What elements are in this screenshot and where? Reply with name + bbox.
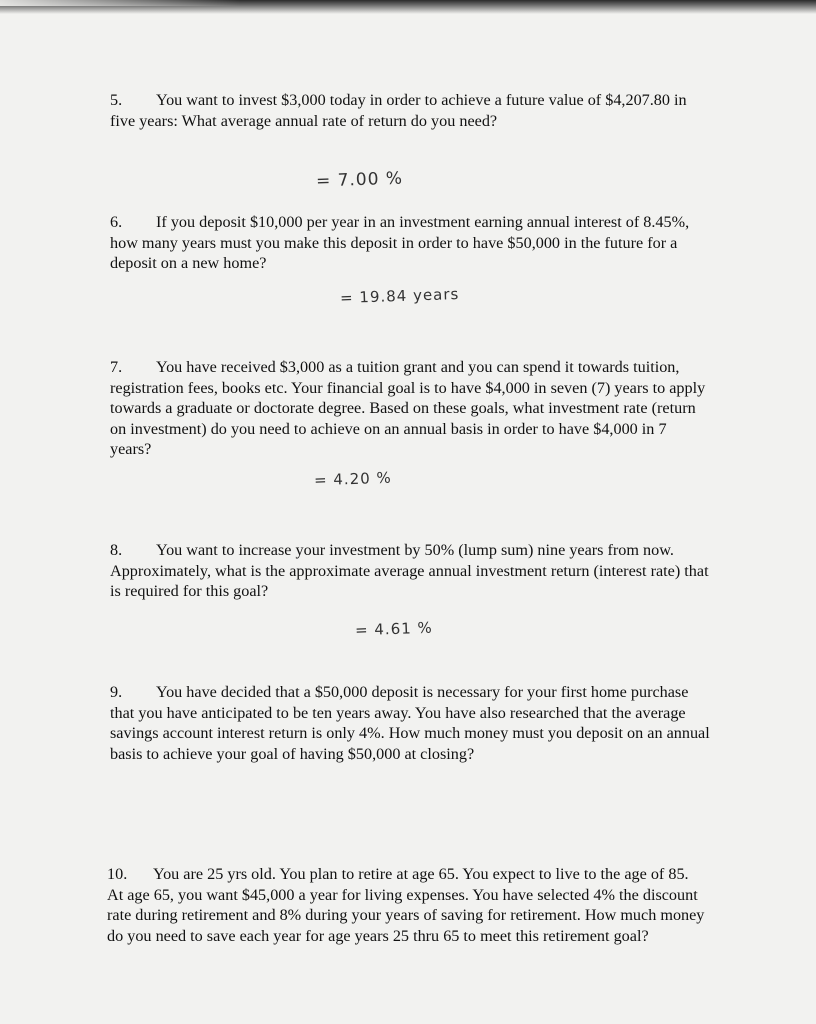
question-text: You have decided that a $50,000 deposit is necessary for your first home purchase that you have anticipated to be ten years away. You have also researched that the average savings account interest return is only 4%. How much money must you deposit on an annual basis to achieve your goal of having $50,000 at closing?	[110, 683, 710, 763]
question-9	[110, 682, 710, 764]
question-10	[107, 864, 707, 946]
question-number: 5.	[110, 91, 123, 109]
question-text: You want to increase your investment by 50% (lump sum) nine years from now. Approximately, what is the approximate average annual investment return (interest rate) that is required for this goal?	[110, 541, 709, 600]
question-7	[110, 357, 710, 460]
question-text: You want to invest $3,000 today in order to achieve a future value of $4,207.80 in five years: What average annual rate of return do you need?	[110, 91, 687, 130]
handwritten-answer-7: = 4.20 %	[313, 468, 393, 490]
question-number: 8.	[110, 541, 123, 559]
question-8	[110, 540, 710, 602]
question-text: You are 25 yrs old. You plan to retire at age 65. You expect to live to the age of 85. At age 65, you want $45,000 a year for living expenses. You have selected 4% the discount rate during retirement and 8% during your years of saving for retirement. How much money do you need to save each year for age years 25 thru 65 to meet this retirement goal?	[107, 865, 705, 945]
question-number: 9.	[110, 683, 123, 701]
question-6	[110, 212, 710, 274]
question-text: If you deposit $10,000 per year in an investment earning annual interest of 8.45%, how many years must you make this deposit in order to have $50,000 in the future for a deposit on a new home?	[110, 213, 690, 272]
question-number: 7.	[110, 358, 123, 376]
question-number: 10.	[107, 865, 128, 883]
question-text: You have received $3,000 as a tuition grant and you can spend it towards tuition, registration fees, books etc. Your financial goal is to have $4,000 in seven (7) years to apply towards a graduate or doctorate degree. Based on these goals, what investment rate (return on investment) do you need to achieve on an annual basis in order to have $4,000 in 7 years?	[110, 358, 706, 458]
scan-top-edge-highlight	[0, 0, 240, 6]
question-number: 6.	[110, 213, 123, 231]
handwritten-answer-8: = 4.61 %	[354, 618, 434, 640]
question-5	[110, 90, 710, 131]
handwritten-answer-5: = 7.00 %	[315, 168, 404, 192]
handwritten-answer-6: = 19.84 years	[339, 284, 460, 308]
